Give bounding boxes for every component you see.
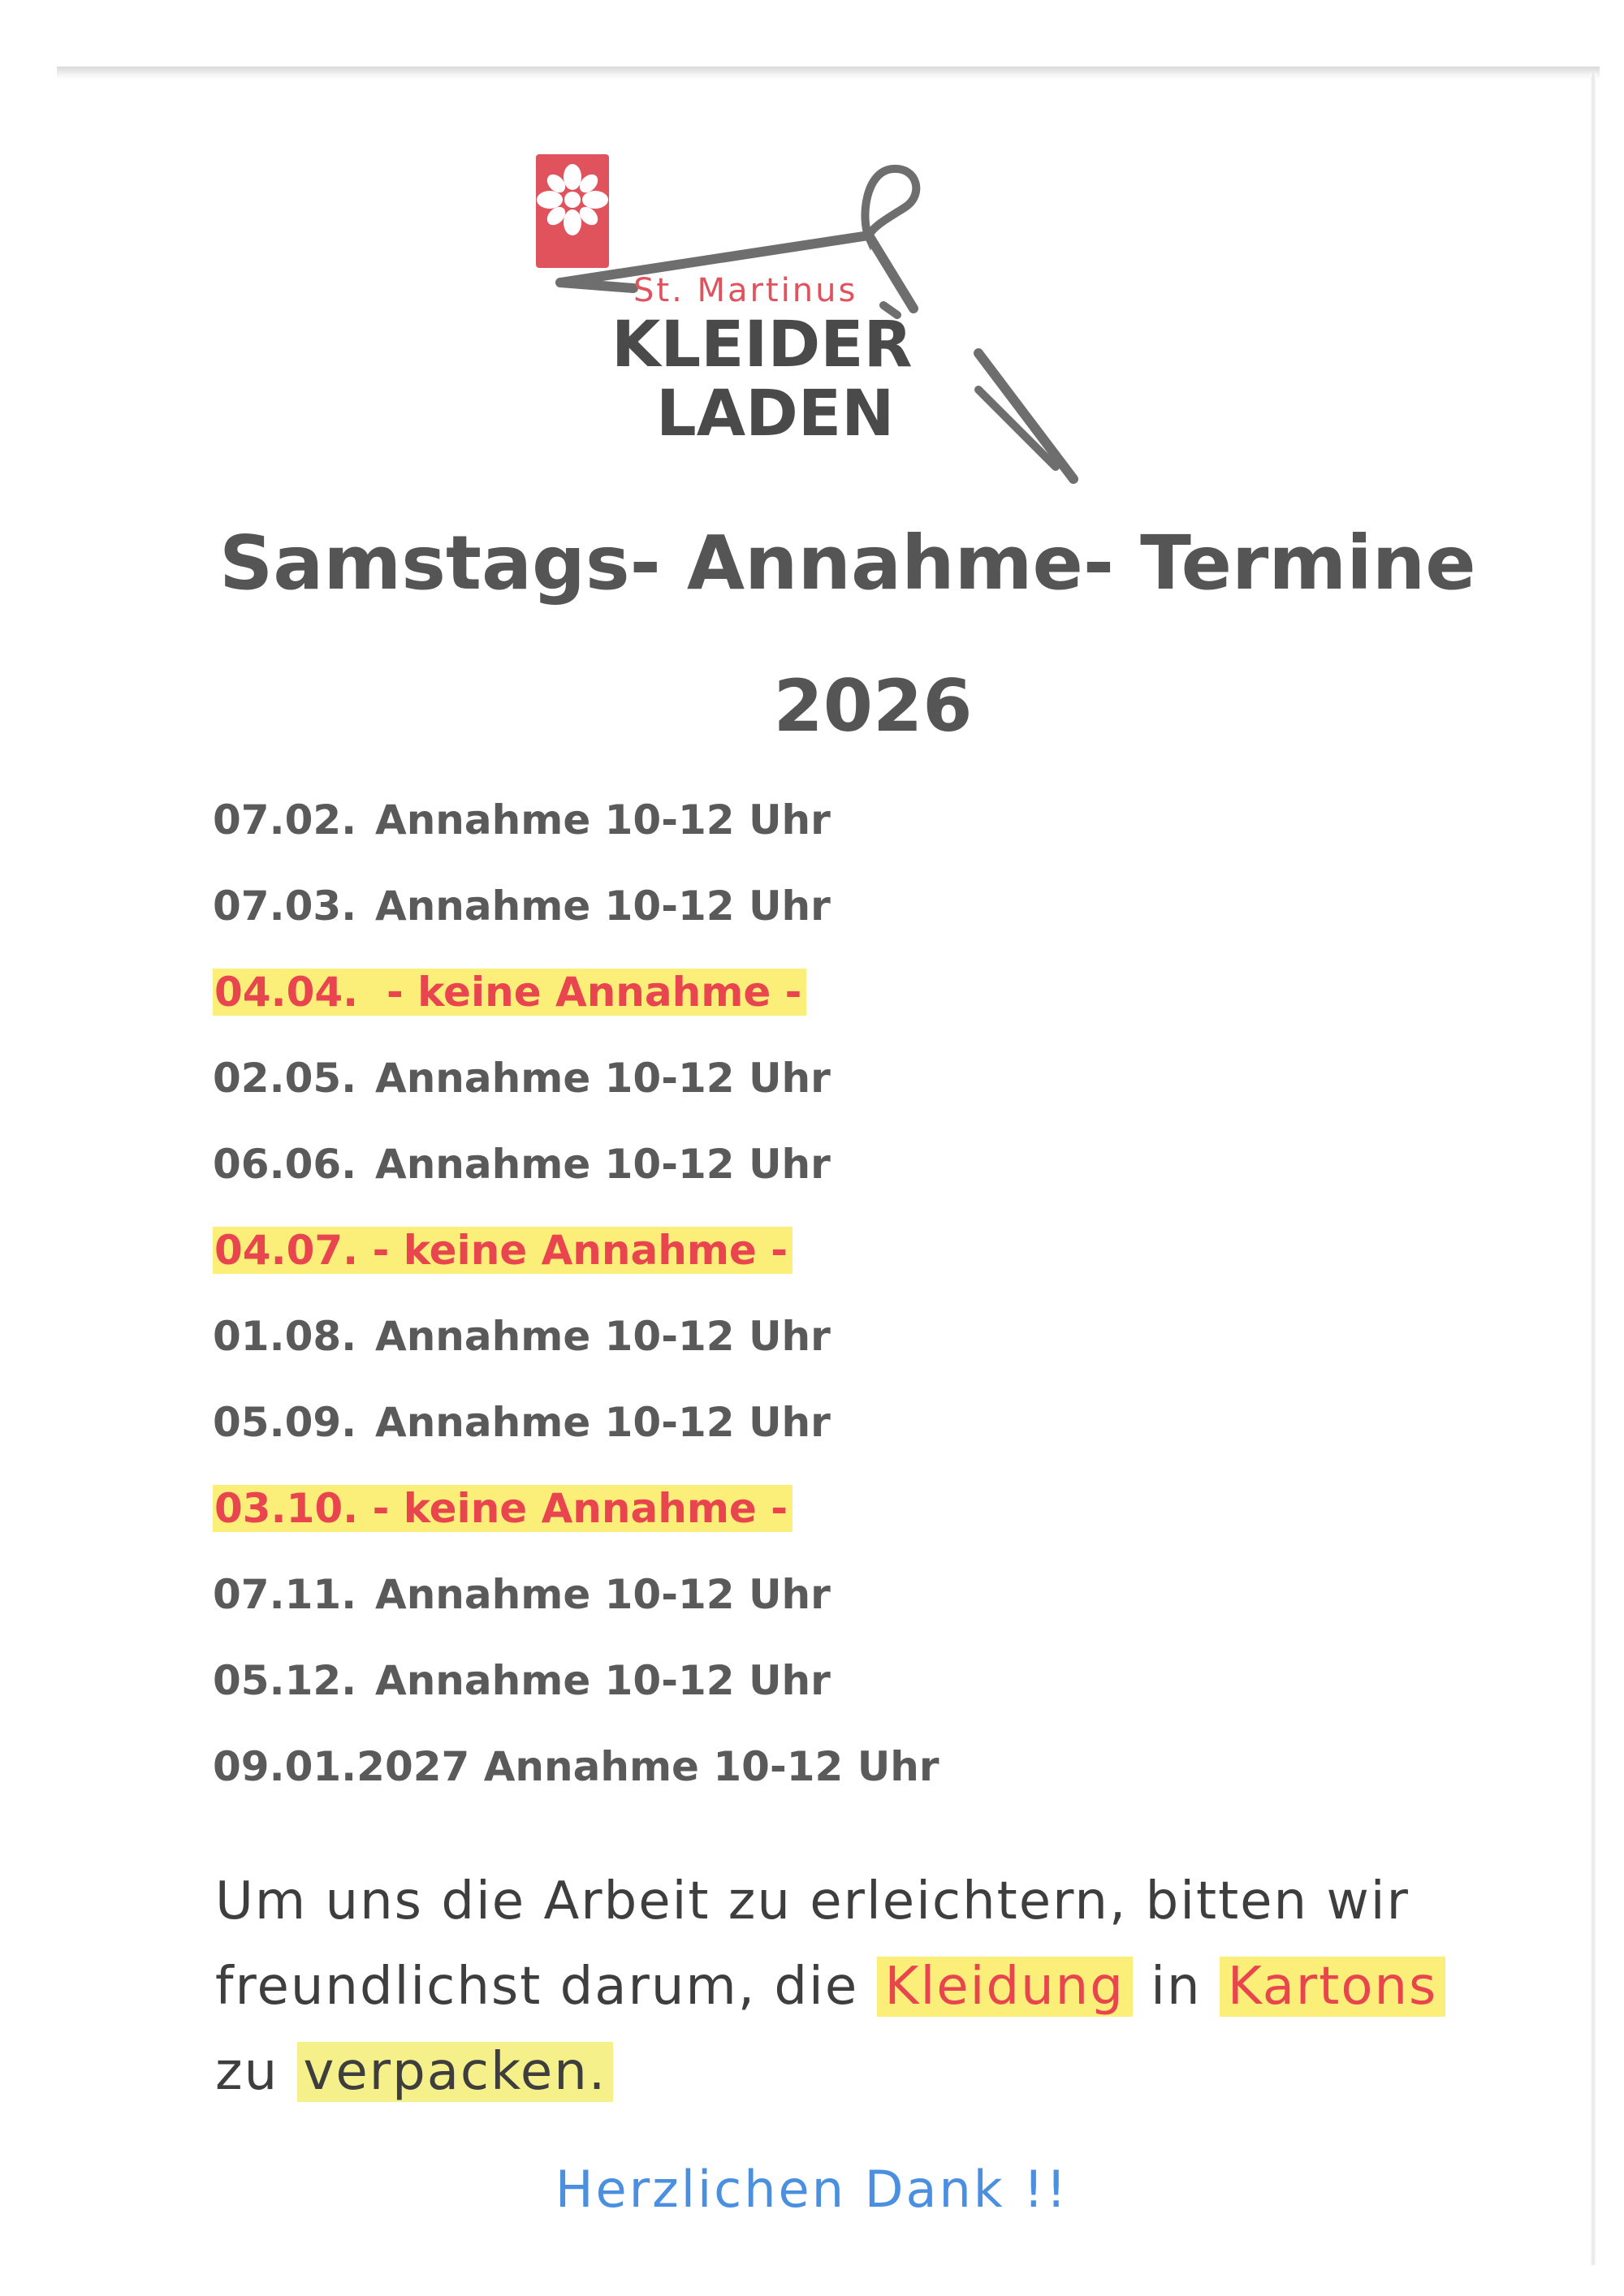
schedule-row-closed bbox=[213, 1480, 793, 1537]
schedule-date: 02.05. bbox=[213, 1055, 357, 1102]
schedule-row bbox=[213, 1394, 831, 1451]
schedule-row bbox=[213, 1566, 831, 1623]
page-title: Samstags- Annahme- Termine bbox=[219, 520, 1476, 606]
highlight-marker bbox=[213, 1485, 793, 1532]
paper-edge bbox=[57, 67, 1600, 80]
schedule-text: Annahme 10-12 Uhr bbox=[375, 1055, 831, 1102]
schedule-row bbox=[213, 792, 831, 848]
schedule-row bbox=[213, 1652, 831, 1709]
caritas-label: caritas bbox=[901, 412, 957, 431]
note-text: freundlichst darum, die bbox=[215, 1957, 859, 2017]
schedule-date: 04.07. bbox=[214, 1227, 359, 1274]
schedule-row-closed bbox=[213, 1222, 793, 1279]
schedule-row bbox=[213, 1308, 831, 1365]
schedule-date: 05.12. bbox=[213, 1657, 357, 1704]
highlighted-word: Kleidung bbox=[877, 1957, 1133, 2017]
schedule-text: - keine Annahme - bbox=[372, 1227, 788, 1274]
paper-edge bbox=[1590, 73, 1596, 2265]
schedule-text: Annahme 10-12 Uhr bbox=[375, 1141, 831, 1188]
schedule-date: 03.10. bbox=[214, 1485, 359, 1532]
schedule-row bbox=[213, 878, 831, 934]
schedule-text: - keine Annahme - bbox=[372, 1485, 788, 1532]
schedule-date: 07.03. bbox=[213, 883, 357, 930]
schedule-date: 06.06. bbox=[213, 1141, 357, 1188]
schedule-text: Annahme 10-12 Uhr bbox=[375, 1313, 831, 1360]
schedule-row-closed bbox=[213, 964, 806, 1021]
logo-title-line2: LADEN bbox=[656, 378, 895, 451]
schedule-row bbox=[213, 1050, 831, 1107]
schedule-text: Annahme 10-12 Uhr bbox=[375, 883, 831, 930]
schedule-date: 05.09. bbox=[213, 1399, 357, 1446]
highlight-marker bbox=[213, 969, 806, 1016]
caritas-logo-icon bbox=[536, 154, 609, 268]
note-text: zu bbox=[215, 2042, 279, 2102]
highlighted-word: Kartons bbox=[1220, 1957, 1446, 2017]
logo bbox=[536, 154, 1104, 495]
schedule-date: 04.04. bbox=[214, 969, 359, 1016]
schedule-date: 07.11. bbox=[213, 1571, 357, 1618]
schedule-row bbox=[213, 1738, 939, 1795]
schedule-date: 09.01.2027 bbox=[213, 1743, 470, 1790]
logo-subtitle: St. Martinus bbox=[633, 272, 858, 309]
note-line-2 bbox=[215, 1957, 1445, 2017]
note-text: in bbox=[1151, 1957, 1202, 2017]
schedule-text: - keine Annahme - bbox=[386, 969, 802, 1016]
schedule-text: Annahme 10-12 Uhr bbox=[375, 1657, 831, 1704]
schedule-text: Annahme 10-12 Uhr bbox=[375, 1399, 831, 1446]
thanks-note: Herzlichen Dank !! bbox=[555, 2160, 1069, 2219]
schedule-row bbox=[213, 1136, 831, 1193]
note-line-1: Um uns die Arbeit zu erleichtern, bitten wir bbox=[215, 1871, 1410, 1931]
year-heading: 2026 bbox=[773, 664, 973, 748]
highlight-marker bbox=[213, 1227, 793, 1274]
schedule-date: 07.02. bbox=[213, 796, 357, 844]
highlighted-word: verpacken. bbox=[297, 2042, 614, 2102]
schedule-text: Annahme 10-12 Uhr bbox=[375, 1571, 831, 1618]
schedule-text: Annahme 10-12 Uhr bbox=[375, 796, 831, 844]
note-line-3 bbox=[215, 2042, 613, 2102]
schedule-date: 01.08. bbox=[213, 1313, 357, 1360]
logo-title-line1: KLEIDER bbox=[611, 309, 913, 382]
schedule-text: Annahme 10-12 Uhr bbox=[483, 1743, 939, 1790]
